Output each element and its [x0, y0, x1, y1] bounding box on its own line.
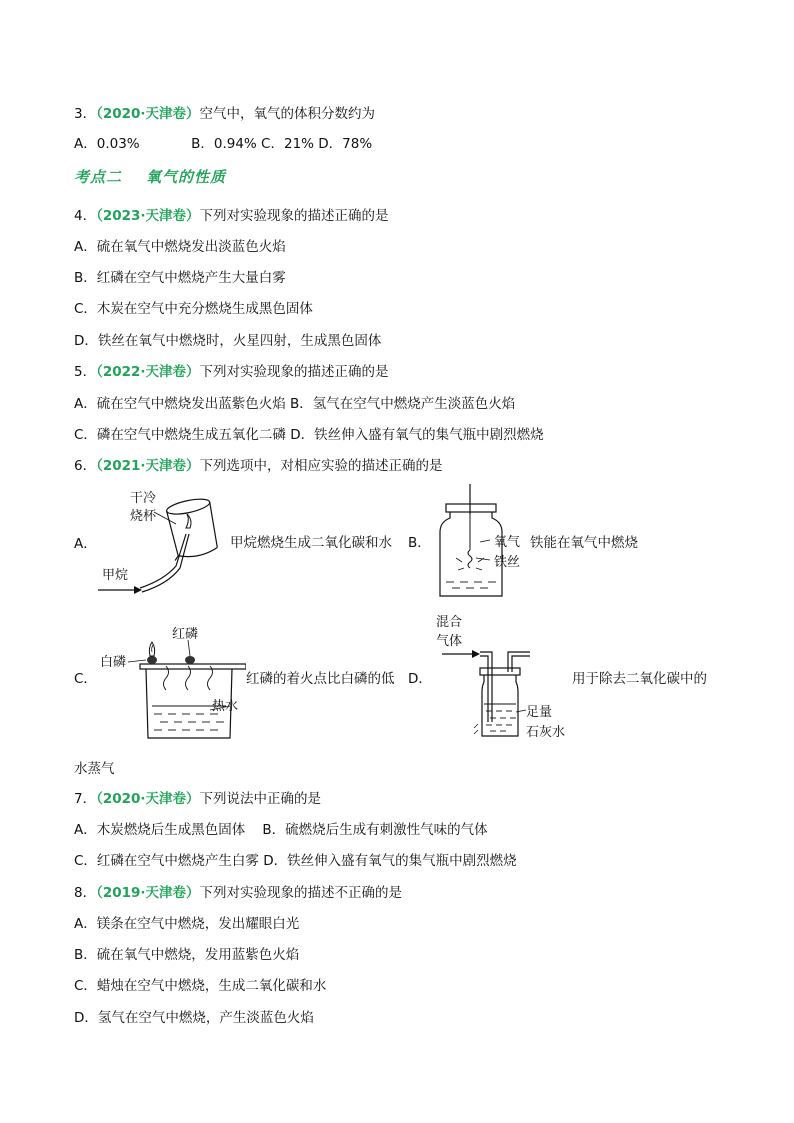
fig-label-hot-water: 热水	[212, 699, 239, 714]
fig-label-oxygen: 氧气	[494, 535, 521, 550]
question-number: 7．	[74, 791, 97, 807]
question-8-option-b: B．硫在氧气中燃烧，发用蓝紫色火焰	[74, 947, 300, 963]
methane-combustion-figure	[94, 484, 228, 604]
question-8-option-c: C．蜡烛在空气中燃烧，生成二氧化碳和水	[74, 978, 327, 994]
question-text: 下列对实验现象的描述正确的是	[199, 364, 389, 380]
question-number: 3．	[74, 106, 97, 122]
question-4-option-d: D．铁丝在氧气中燃烧时，火星四射，生成黑色固体	[74, 333, 382, 349]
question-4-option-c: C．木炭在空气中充分燃烧生成黑色固体	[74, 301, 313, 317]
question-6-option-c-text: 红磷的着火点比白磷的低	[246, 671, 395, 687]
question-4-option-b: B．红磷在空气中燃烧产生大量白雾	[74, 270, 286, 286]
source-tag: （2020·天津卷）	[96, 106, 200, 122]
source-tag: （2023·天津卷）	[96, 208, 200, 224]
source-tag: （2020·天津卷）	[96, 791, 200, 807]
question-number: 6．	[74, 458, 97, 474]
fig-label-white-phosphorus: 白磷	[100, 655, 127, 670]
question-6-option-d-label: D．	[408, 671, 432, 687]
question-6-option-a-text: 甲烷燃烧生成二氧化碳和水	[230, 535, 392, 551]
question-6-option-c-label: C．	[74, 671, 97, 687]
question-4-option-a: A．硫在氧气中燃烧发出淡蓝色火焰	[74, 239, 286, 255]
source-tag: （2019·天津卷）	[96, 885, 200, 901]
question-3-stem	[74, 105, 375, 123]
iron-wire-combustion-figure	[432, 484, 530, 604]
section-heading	[74, 166, 226, 187]
question-3-options: A．0.03% B．0.94% C．21% D．78%	[74, 136, 373, 152]
question-7-options-line-1: A．木炭燃烧后生成黑色固体 B．硫燃烧后生成有刺激性气味的气体	[74, 822, 488, 838]
question-6-option-b-text: 铁能在氧气中燃烧	[530, 535, 638, 551]
fig-label-methane: 甲烷	[102, 568, 129, 583]
source-tag: （2021·天津卷）	[96, 458, 200, 474]
question-number: 4．	[74, 208, 97, 224]
question-number: 8．	[74, 885, 97, 901]
question-6-option-b-label: B．	[408, 535, 431, 551]
fig-label-sufficient: 足量	[526, 705, 553, 720]
question-text: 下列对实验现象的描述正确的是	[199, 208, 389, 224]
gas-washing-bottle-figure	[436, 612, 572, 742]
question-5-options-line-2: C．磷在空气中燃烧生成五氧化二磷 D．铁丝伸入盛有氧气的集气瓶中剧烈燃烧	[74, 427, 544, 443]
phosphorus-ignition-figure	[100, 626, 246, 744]
question-5-options-line-1: A．硫在空气中燃烧发出蓝紫色火焰 B．氢气在空气中燃烧产生淡蓝色火焰	[74, 396, 516, 412]
fig-label-dry-cold: 干冷	[130, 491, 157, 506]
question-8-option-d: D．氢气在空气中燃烧，产生淡蓝色火焰	[74, 1010, 314, 1026]
fig-label-limewater: 石灰水	[526, 725, 566, 740]
question-6-option-d-text: 用于除去二氧化碳中的	[572, 671, 707, 687]
question-8-stem	[74, 884, 402, 902]
question-text: 下列选项中，对相应实验的描述正确的是	[199, 458, 443, 474]
question-text: 空气中，氧气的体积分数约为	[199, 106, 376, 122]
question-7-options-line-2: C．红磷在空气中燃烧产生白雾 D．铁丝伸入盛有氧气的集气瓶中剧烈燃烧	[74, 853, 517, 869]
fig-label-mixed: 混合	[436, 615, 463, 630]
question-6-option-a-label: A．	[74, 536, 97, 552]
question-text: 下列对实验现象的描述不正确的是	[199, 885, 403, 901]
fig-label-gas: 气体	[436, 634, 463, 649]
question-8-option-a: A．镁条在空气中燃烧，发出耀眼白光	[74, 916, 300, 932]
section-title: 氧气的性质	[146, 168, 227, 186]
source-tag: （2022·天津卷）	[96, 364, 200, 380]
fig-label-red-phosphorus: 红磷	[172, 627, 199, 642]
question-6-stem	[74, 457, 443, 475]
question-text: 下列说法中正确的是	[199, 791, 322, 807]
question-7-stem	[74, 790, 321, 808]
fig-label-beaker: 烧杯	[130, 509, 157, 524]
question-5-stem	[74, 363, 389, 381]
section-label: 考点二	[74, 168, 123, 186]
question-6-option-d-text-cont: 水蒸气	[74, 761, 115, 777]
fig-label-iron-wire: 铁丝	[494, 555, 521, 570]
question-4-stem	[74, 207, 389, 225]
question-number: 5．	[74, 364, 97, 380]
